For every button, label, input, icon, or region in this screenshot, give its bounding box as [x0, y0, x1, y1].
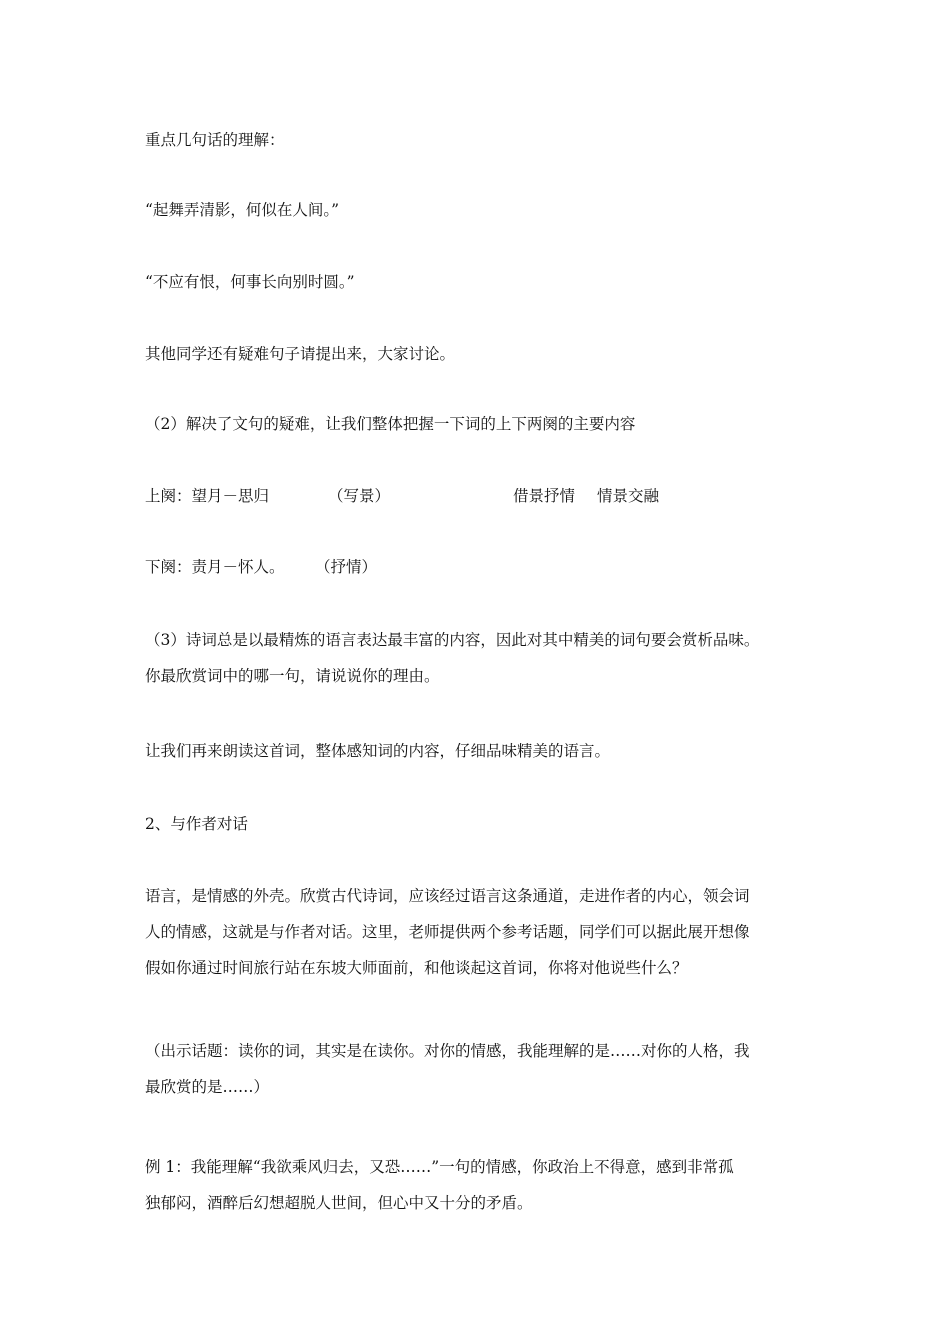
reread-text: 让我们再来朗读这首词，整体感知词的内容，仔细品味精美的语言。	[145, 742, 611, 760]
step-2-paragraph	[145, 406, 815, 442]
step-3-paragraph	[145, 622, 815, 694]
quote-line-1	[145, 192, 815, 228]
section-2-text: 2、与作者对话	[145, 815, 248, 833]
section-heading	[145, 122, 815, 158]
example-1-line-1: 例 1：我能理解“我欲乘风归去，又恐……”一句的情感，你政治上不得意，感到非常孤	[145, 1158, 734, 1176]
dialogue-paragraph	[145, 878, 815, 986]
discussion-text: 其他同学还有疑难句子请提出来，大家讨论。	[145, 345, 456, 363]
dialogue-line-3: 假如你通过时间旅行站在东坡大师面前，和他谈起这首词，你将对他说些什么？	[145, 959, 688, 977]
upper-stanza-type: （写景）	[328, 487, 391, 505]
example-1-line-2: 独郁闷，酒醉后幻想超脱人世间，但心中又十分的矛盾。	[145, 1194, 533, 1212]
heading-text: 重点几句话的理解：	[145, 131, 285, 149]
upper-summary-2: 情景交融	[597, 487, 660, 505]
quote-2-text: “不应有恨，何事长向别时圆。”	[145, 273, 355, 291]
quote-line-2	[145, 264, 815, 300]
topic-paragraph	[145, 1033, 815, 1105]
lower-stanza-row	[145, 549, 815, 585]
step-2-text: （2）解决了文句的疑难，让我们整体把握一下词的上下两阕的主要内容	[145, 415, 636, 433]
upper-summary-1: 借景抒情	[513, 487, 576, 505]
topic-line-1: （出示话题：读你的词，其实是在读你。对你的情感，我能理解的是……对你的人格，我	[145, 1042, 750, 1060]
step-3-line-1: （3）诗词总是以最精炼的语言表达最丰富的内容，因此对其中精美的词句要会赏析品味。	[145, 631, 760, 649]
quote-1-text: “起舞弄清影，何似在人间。”	[145, 201, 340, 219]
dialogue-line-1: 语言，是情感的外壳。欣赏古代诗词，应该经过语言这条通道，走进作者的内心，领会词	[145, 887, 750, 905]
lower-stanza-type: （抒情）	[315, 558, 378, 576]
upper-stanza-label: 上阕：望月－思归	[145, 487, 270, 505]
discussion-prompt	[145, 336, 815, 372]
topic-line-2: 最欣赏的是……）	[145, 1078, 270, 1096]
section-2-heading	[145, 806, 815, 842]
upper-stanza-row	[145, 478, 815, 514]
dialogue-line-2: 人的情感，这就是与作者对话。这里，老师提供两个参考话题，同学们可以据此展开想像	[145, 923, 750, 941]
example-1-paragraph	[145, 1149, 815, 1221]
lower-stanza-label: 下阕：责月－怀人。	[145, 558, 285, 576]
step-3-line-2: 你最欣赏词中的哪一句，请说说你的理由。	[145, 667, 440, 685]
reread-paragraph	[145, 733, 815, 769]
